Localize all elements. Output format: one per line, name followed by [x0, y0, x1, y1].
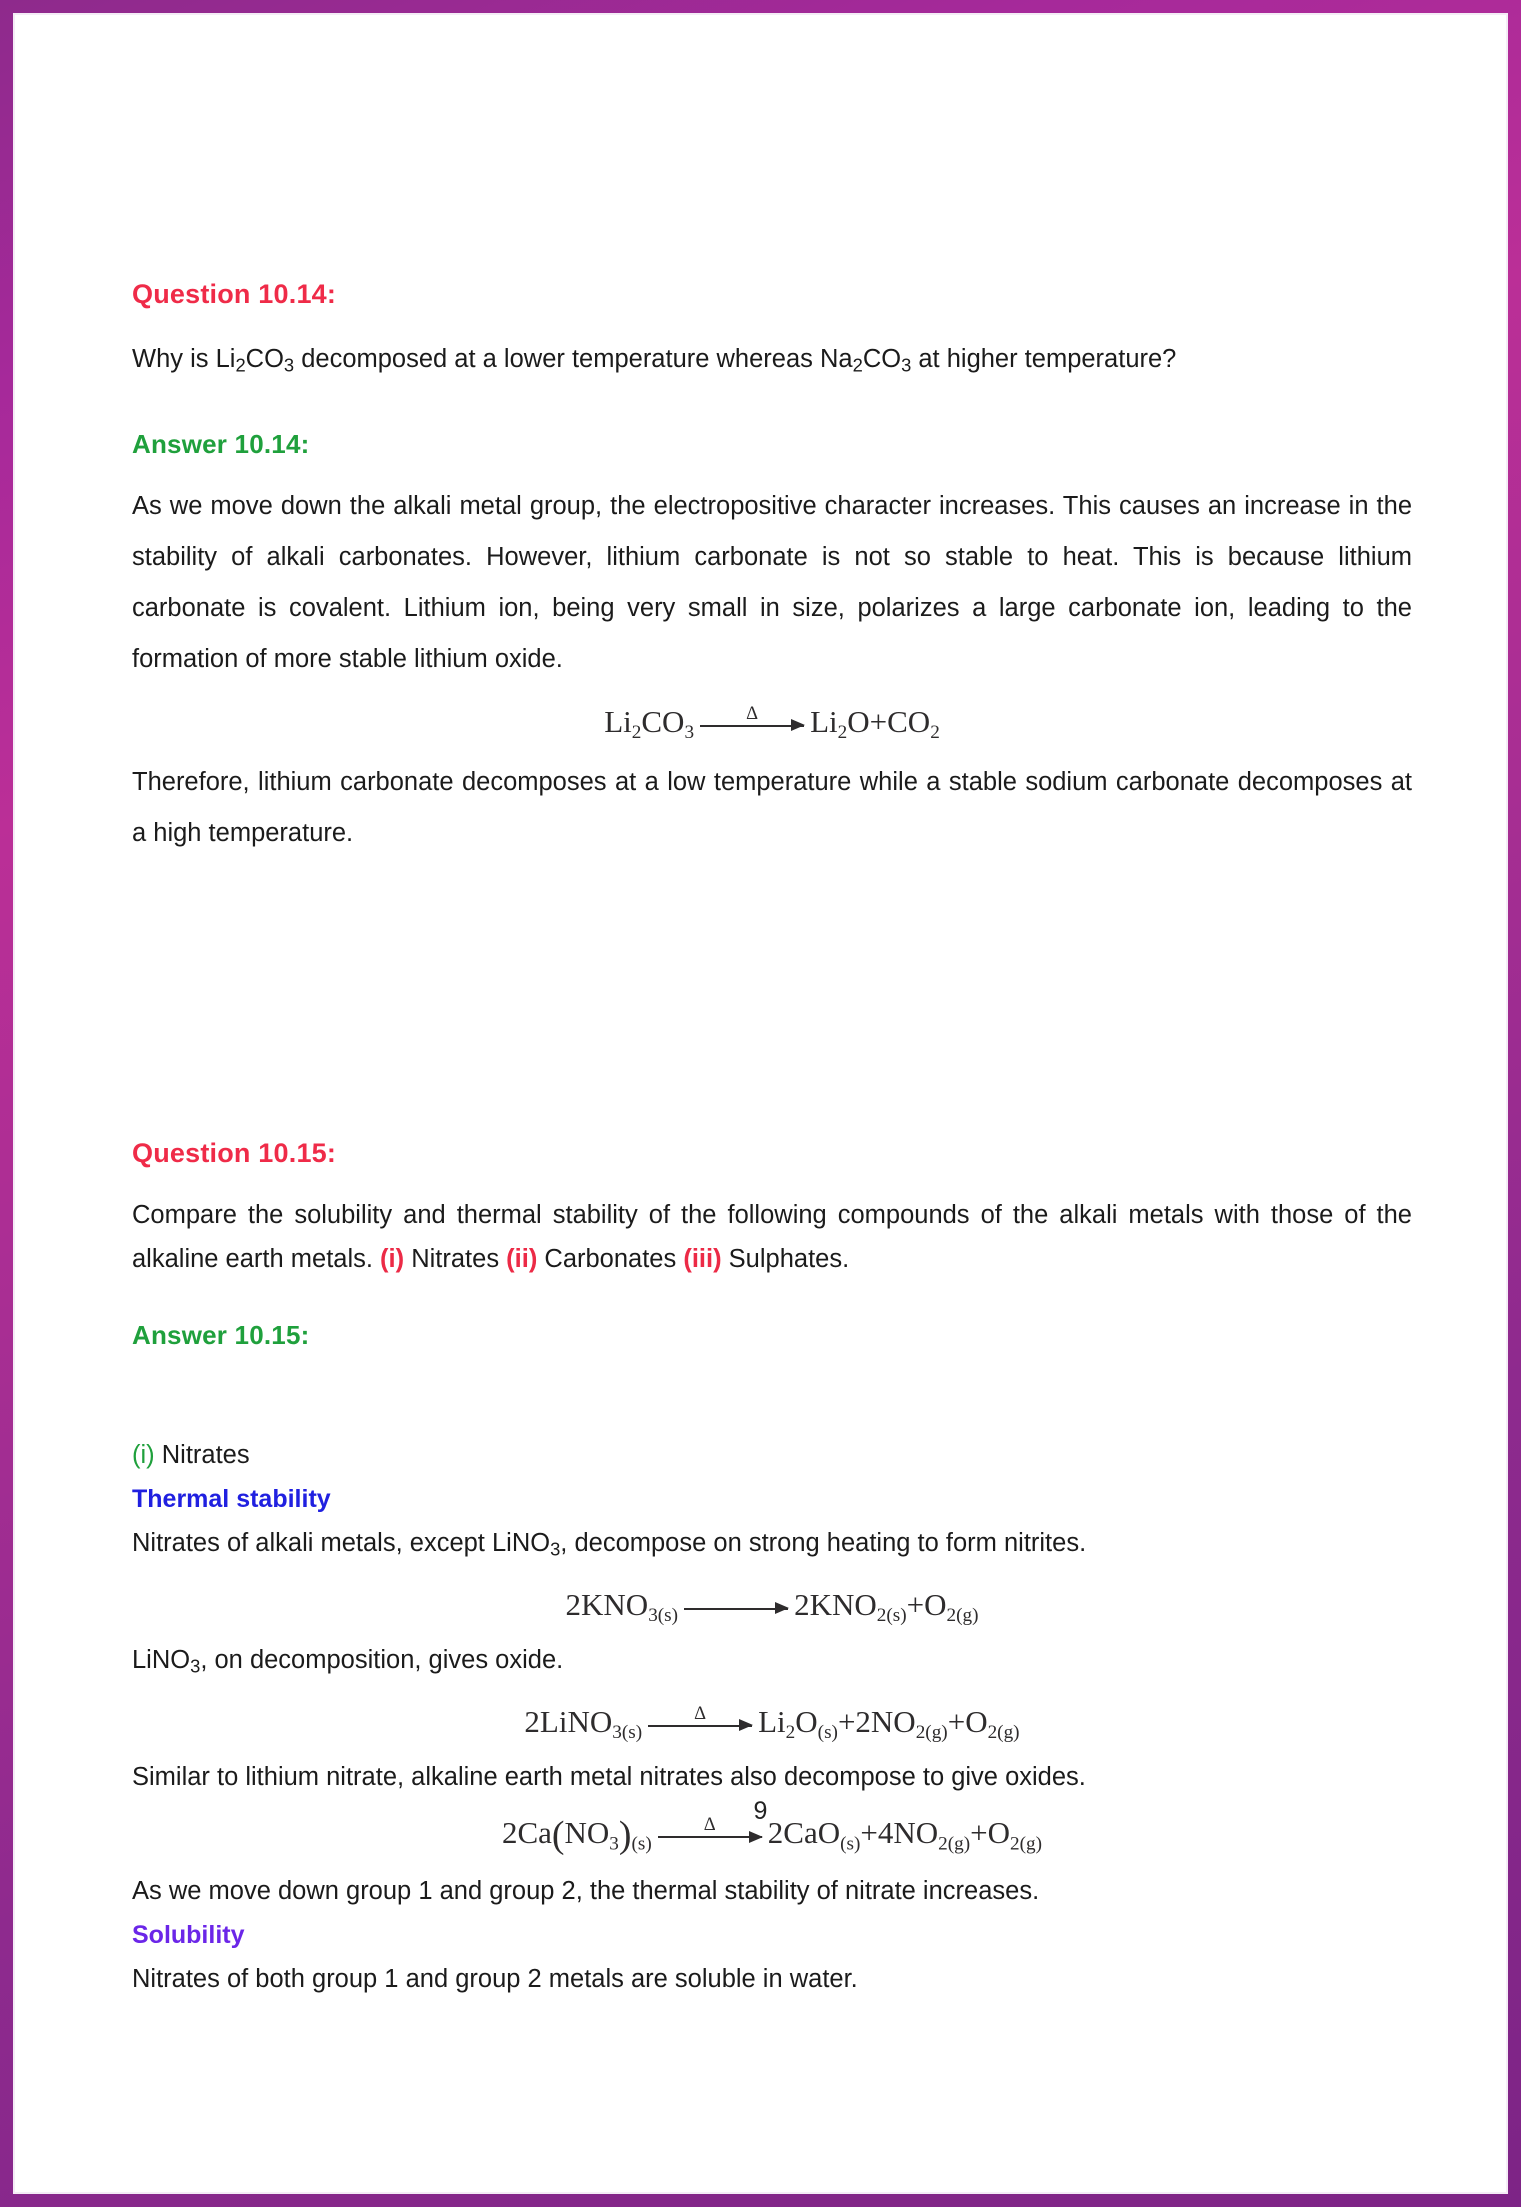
- q14-text-part-3: decomposed at a lower temperature whereas Na: [294, 344, 853, 373]
- q15-item-3-marker: (iii): [683, 1244, 722, 1273]
- eq4-rhs2-coeff: 4: [877, 1815, 894, 1851]
- question-10-15-text: [132, 1193, 1412, 1281]
- eq4-lhs-metal: Ca: [517, 1815, 552, 1851]
- eq2-rhs1-sub: 2(s): [876, 1605, 907, 1627]
- eq3-rhs1-main: Li: [758, 1703, 786, 1739]
- eq3-rhs1-sub-2: (s): [817, 1722, 838, 1743]
- spacer: [132, 1019, 1412, 1139]
- section-i-label: Nitrates: [154, 1441, 250, 1470]
- q14-subscript-4: 3: [901, 354, 912, 376]
- eq1-rhs1-main: Li: [810, 703, 838, 739]
- eq3-rhs1-sub-1: 2: [785, 1722, 796, 1743]
- page-number: 9: [753, 1797, 768, 1825]
- spacer: [132, 1281, 1412, 1321]
- q15-item-1-marker: (i): [380, 1244, 405, 1273]
- solubility-heading: Solubility: [132, 1920, 245, 1949]
- q15-item-1-label: Nitrates: [404, 1244, 507, 1273]
- page-content: [132, 280, 1412, 2001]
- spacer: [132, 859, 1412, 1019]
- eq1-lhs-main: Li: [604, 703, 632, 739]
- eq1-lhs-sub-2: 3: [684, 722, 695, 743]
- eq4-rhs3-sub: 2(g): [1010, 1833, 1042, 1855]
- answer-10-15-section-i: [132, 1433, 1412, 1477]
- eq3-rhs1-tail: O: [795, 1703, 818, 1739]
- section-i-marker: (i): [132, 1441, 155, 1470]
- reaction-arrow-icon: [700, 702, 804, 740]
- eq4-lhs-coeff: 2: [501, 1815, 518, 1851]
- eq4-plus-2: +: [970, 1815, 988, 1851]
- equation-lino3-decomposition: [132, 1702, 1412, 1743]
- question-10-14-heading: Question 10.14:: [132, 279, 337, 309]
- eq3-rhs3-sub: 2(g): [987, 1722, 1020, 1743]
- arrow-head-icon: [775, 1602, 789, 1614]
- reaction-arrow-icon: [684, 1592, 788, 1623]
- nitrates-text-part-1: Nitrates of alkali metals, except LiNO: [132, 1529, 551, 1558]
- arrow-line-icon: [700, 725, 804, 727]
- eq2-rhs2-sub: 2(g): [946, 1605, 979, 1627]
- eq4-rhs1-coeff: 2: [767, 1815, 784, 1851]
- eq3-lhs-coeff: 2: [524, 1703, 540, 1739]
- q15-item-3-label: Sulphates.: [721, 1244, 850, 1273]
- eq3-rhs2-sub: 2(g): [915, 1722, 948, 1743]
- eq4-rhs3-main: O: [987, 1815, 1010, 1851]
- q14-text-part-5: at higher temperature?: [911, 344, 1177, 373]
- equation-li2co3-decomposition: [132, 702, 1412, 743]
- q15-item-2-marker: (ii): [506, 1244, 538, 1273]
- lino3-text-part-1: LiNO: [132, 1646, 191, 1675]
- eq1-lhs-mid: CO: [641, 703, 685, 739]
- eq3-rhs2-main: NO: [870, 1703, 916, 1739]
- thermal-stability-heading: Thermal stability: [132, 1485, 331, 1514]
- eq2-lhs-sub: 3(s): [648, 1605, 679, 1627]
- eq3-delta-label: Δ: [694, 1702, 707, 1724]
- q14-text-part-2: CO: [245, 344, 284, 373]
- q14-text-part-4: CO: [862, 344, 902, 373]
- eq3-rhs2-coeff: 2: [855, 1703, 871, 1739]
- eq4-rhs2-sub: 2(g): [938, 1833, 971, 1855]
- q15-lead-text: Compare the solubility and thermal stability of the following compounds of the alkali metals with those of the alkaline earth metals.: [132, 1200, 1412, 1273]
- eq3-lhs-main: LiNO: [539, 1703, 613, 1739]
- q14-subscript-2: 3: [283, 354, 295, 376]
- eq4-delta-label: Δ: [703, 1814, 716, 1836]
- arrow-line-icon: [648, 1725, 752, 1727]
- reaction-arrow-icon: [648, 1702, 752, 1740]
- eq1-delta-label: Δ: [746, 702, 759, 724]
- equation-kno3-decomposition: [132, 1588, 1412, 1626]
- eq2-lhs-coeff: 2: [565, 1587, 582, 1622]
- eq1-rhs2-sub: 2: [930, 722, 940, 743]
- eq2-rhs2-main: O: [924, 1587, 947, 1622]
- eq4-rhs1-main: CaO: [783, 1815, 841, 1851]
- eq4-rhs2-main: NO: [893, 1815, 939, 1851]
- eq2-lhs-main: KNO: [581, 1587, 649, 1622]
- answer-10-14-paragraph-1: As we move down the alkali metal group, the electropositive character increases. This causes an increase in the stability of alkali carbonates. However, lithium carbonate is not so stable to heat. This is because lithium carbonate is covalent. Lithium ion, being very small in size, polarizes a large carbonate ion, leading to the formation of more stable lithium oxide.: [132, 491, 1412, 673]
- eq2-rhs1-main: KNO: [809, 1587, 877, 1622]
- eq3-plus-1: +: [837, 1703, 856, 1739]
- spacer: [132, 1411, 1412, 1433]
- q14-subscript-3: 2: [852, 354, 863, 376]
- eq3-rhs3-main: O: [965, 1703, 988, 1739]
- question-10-14-text: [132, 334, 1412, 391]
- q14-text-part-1: Why is Li: [132, 344, 236, 373]
- spacer: [132, 390, 1412, 430]
- eq4-plus-1: +: [860, 1815, 878, 1851]
- eq4-close-paren: ): [618, 1814, 632, 1857]
- eq4-lhs-state: (s): [631, 1833, 652, 1855]
- eq4-lhs-group: NO: [564, 1815, 610, 1851]
- eq3-plus-2: +: [947, 1703, 966, 1739]
- arrow-head-icon: [791, 719, 805, 731]
- q15-item-2-label: Carbonates: [537, 1244, 684, 1273]
- eq4-open-paren: (: [551, 1814, 565, 1857]
- eq1-lhs-sub-1: 2: [631, 722, 642, 743]
- line-nitrates-alkali: [132, 1521, 1412, 1572]
- nitrates-text-part-2: , decompose on strong heating to form nitrites.: [560, 1529, 1087, 1558]
- lino3-text-part-2: , on decomposition, gives oxide.: [200, 1646, 564, 1675]
- arrow-line-icon: [684, 1608, 788, 1610]
- eq1-rhs2-main: CO: [887, 703, 931, 739]
- spacer: [132, 1371, 1412, 1411]
- line-similar-lithium-nitrate: Similar to lithium nitrate, alkaline earth metal nitrates also decompose to give oxides.: [132, 1763, 1086, 1792]
- line-lino3-oxide: [132, 1638, 1412, 1689]
- q14-subscript-1: 2: [235, 354, 246, 376]
- eq1-rhs1-tail: O: [847, 703, 870, 739]
- eq1-rhs1-sub: 2: [837, 722, 848, 743]
- arrow-head-icon: [739, 1719, 753, 1731]
- line-solubility-nitrates: Nitrates of both group 1 and group 2 metals are soluble in water.: [132, 1964, 858, 1993]
- arrow-head-icon: [749, 1831, 763, 1843]
- eq1-plus: +: [869, 703, 888, 739]
- lino3-subscript: 3: [190, 1655, 201, 1677]
- nitrates-subscript: 3: [550, 1539, 561, 1560]
- line-group-thermal-stability: As we move down group 1 and group 2, the thermal stability of nitrate increases.: [132, 1876, 1040, 1905]
- answer-10-14-heading: Answer 10.14:: [132, 429, 310, 460]
- eq4-lhs-group-sub: 3: [609, 1833, 619, 1855]
- eq2-plus: +: [906, 1587, 925, 1622]
- eq4-rhs1-sub: (s): [840, 1833, 861, 1855]
- answer-10-15-heading: Answer 10.15:: [132, 1319, 310, 1350]
- answer-10-14-paragraph-2: Therefore, lithium carbonate decomposes at a low temperature while a stable sodium carbonate decomposes at a high temperature.: [132, 768, 1412, 848]
- question-10-15-heading: Question 10.15:: [132, 1138, 337, 1169]
- eq2-rhs1-coeff: 2: [794, 1587, 810, 1622]
- arrow-line-icon: [658, 1836, 762, 1838]
- eq3-lhs-sub: 3(s): [612, 1722, 643, 1743]
- page-sheet: [13, 13, 1508, 2194]
